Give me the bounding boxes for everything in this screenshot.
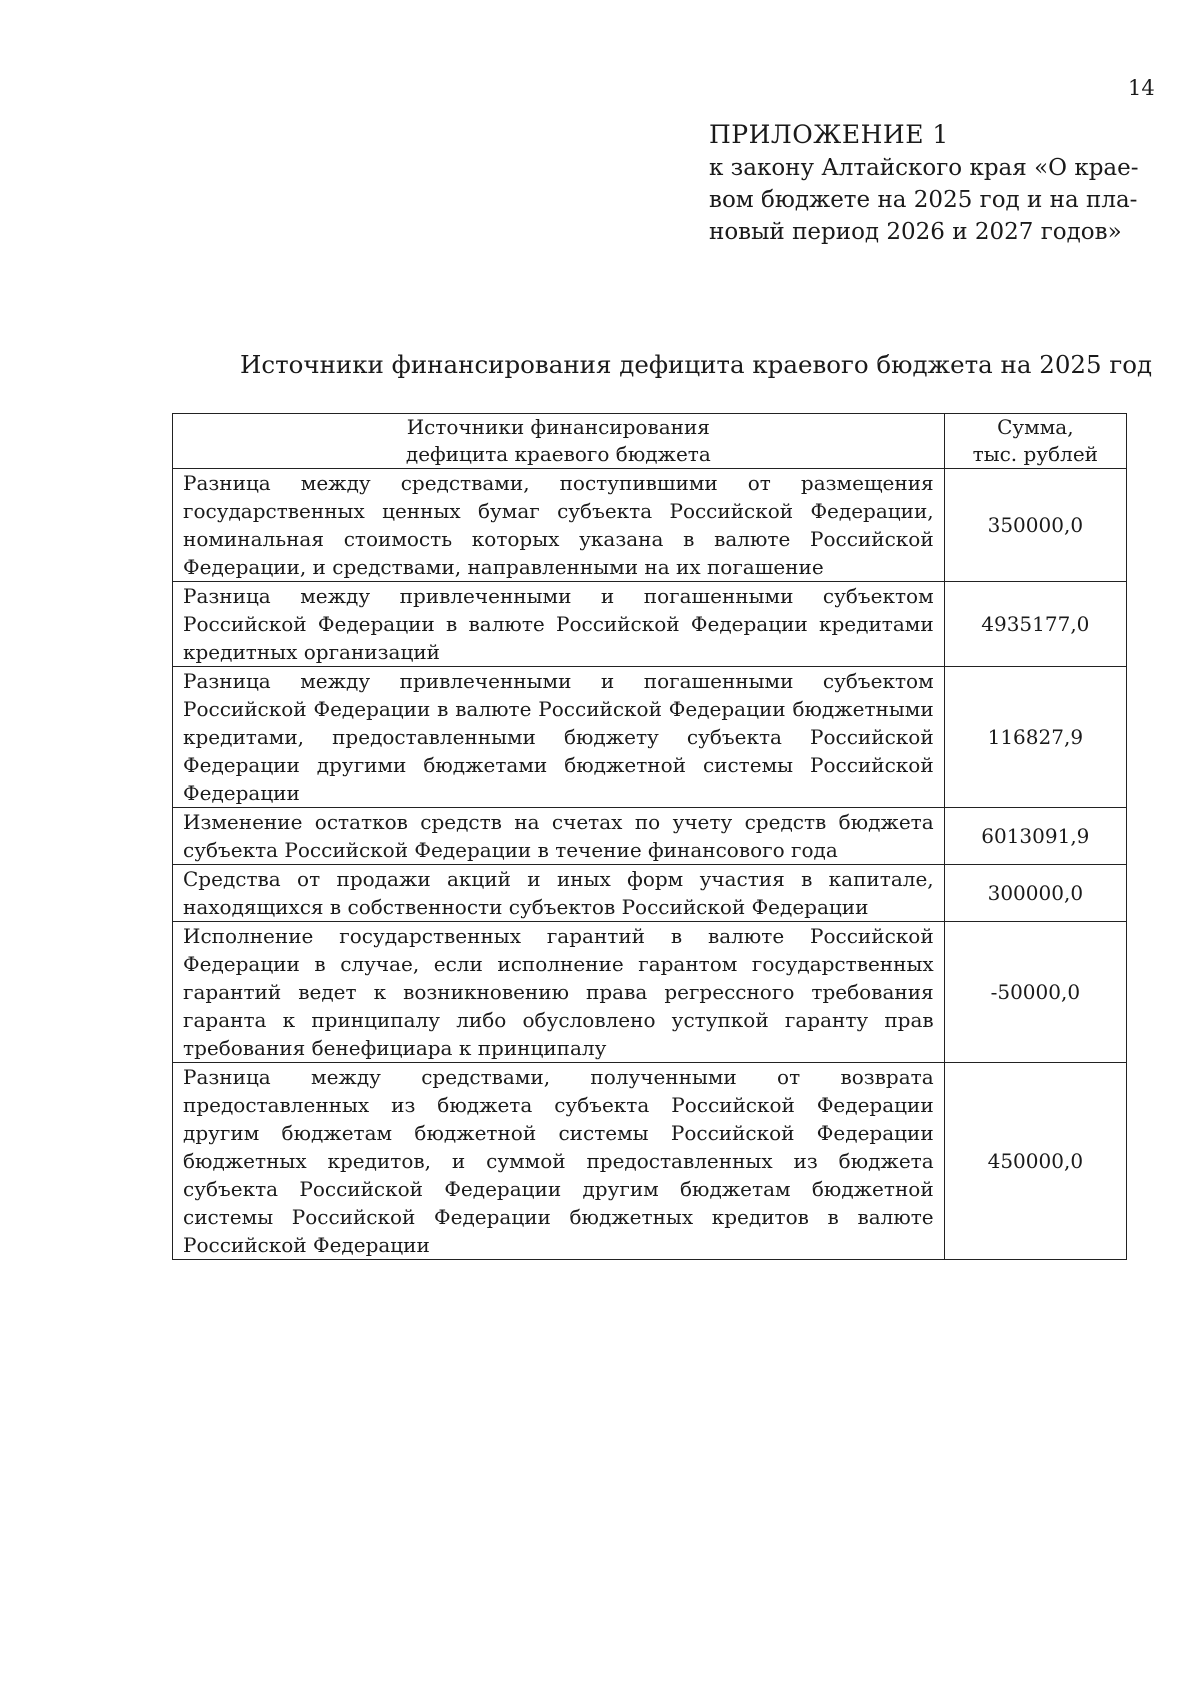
appendix-line-3: новый период 2026 и 2027 годов»	[709, 219, 1122, 245]
appendix-line-1: к закону Алтайского края «О крае-	[709, 155, 1139, 181]
appendix-block	[709, 118, 1149, 248]
header-source	[173, 414, 945, 469]
row-amount: -50000,0	[944, 922, 1126, 1063]
row-amount: 450000,0	[944, 1063, 1126, 1260]
header-source-line-2: дефицита краевого бюджета	[405, 442, 711, 466]
row-source: Разница между средствами, полученными от возврата предоставленных из бюджета субъекта Российской Федерации другим бюджетам бюджетной системы Российской Федерации бюджетных кредитов, и суммой предоставленных из бюджета субъекта Российской Федерации другим бюджетам бюджетной системы Российской Федерации бюджетных кредитов в валюте Российской Федерации	[173, 1063, 945, 1260]
row-source: Разница между привлеченными и погашенными субъектом Российской Федерации в валюте Российской Федерации бюджетными кредитами, предоставленными бюджету субъекта Российской Федерации другими бюджетами бюджетной системы Российской Федерации	[173, 667, 945, 808]
table-row	[173, 1063, 1127, 1260]
row-amount: 116827,9	[944, 667, 1126, 808]
table-header-row	[173, 414, 1127, 469]
appendix-heading: ПРИЛОЖЕНИЕ 1	[709, 120, 949, 149]
document-title: Источники финансирования дефицита краевого бюджета на 2025 год	[240, 350, 1153, 379]
row-source: Разница между привлеченными и погашенными субъектом Российской Федерации в валюте Российской Федерации кредитами кредитных организаций	[173, 582, 945, 667]
row-amount: 300000,0	[944, 865, 1126, 922]
header-amount-line-2: тыс. рублей	[972, 442, 1099, 466]
row-source: Исполнение государственных гарантий в валюте Российской Федерации в случае, если исполнение гарантом государственных гарантий ведет к возникновению права регрессного требования гаранта к принципалу либо обусловлено уступкой гаранту прав требования бенефициара к принципалу	[173, 922, 945, 1063]
table-row	[173, 922, 1127, 1063]
row-source: Средства от продажи акций и иных форм участия в капитале, находящихся в собственности субъектов Российской Федерации	[173, 865, 945, 922]
table-row	[173, 865, 1127, 922]
row-amount: 350000,0	[944, 469, 1126, 582]
header-source-line-1: Источники финансирования	[406, 415, 710, 439]
row-amount: 6013091,9	[944, 808, 1126, 865]
page-number: 14	[1128, 76, 1155, 100]
header-amount-line-1: Сумма,	[997, 415, 1074, 439]
table-row	[173, 667, 1127, 808]
table-row	[173, 808, 1127, 865]
row-source: Разница между средствами, поступившими от размещения государственных ценных бумаг субъекта Российской Федерации, номинальная стоимость которых указана в валюте Российской Федерации, и средствами, направленными на их погашение	[173, 469, 945, 582]
row-amount: 4935177,0	[944, 582, 1126, 667]
appendix-line-2: вом бюджете на 2025 год и на пла-	[709, 187, 1138, 213]
financing-sources-table	[172, 413, 1127, 1260]
table-row	[173, 469, 1127, 582]
header-amount	[944, 414, 1126, 469]
table-row	[173, 582, 1127, 667]
row-source: Изменение остатков средств на счетах по учету средств бюджета субъекта Российской Федерации в течение финансового года	[173, 808, 945, 865]
